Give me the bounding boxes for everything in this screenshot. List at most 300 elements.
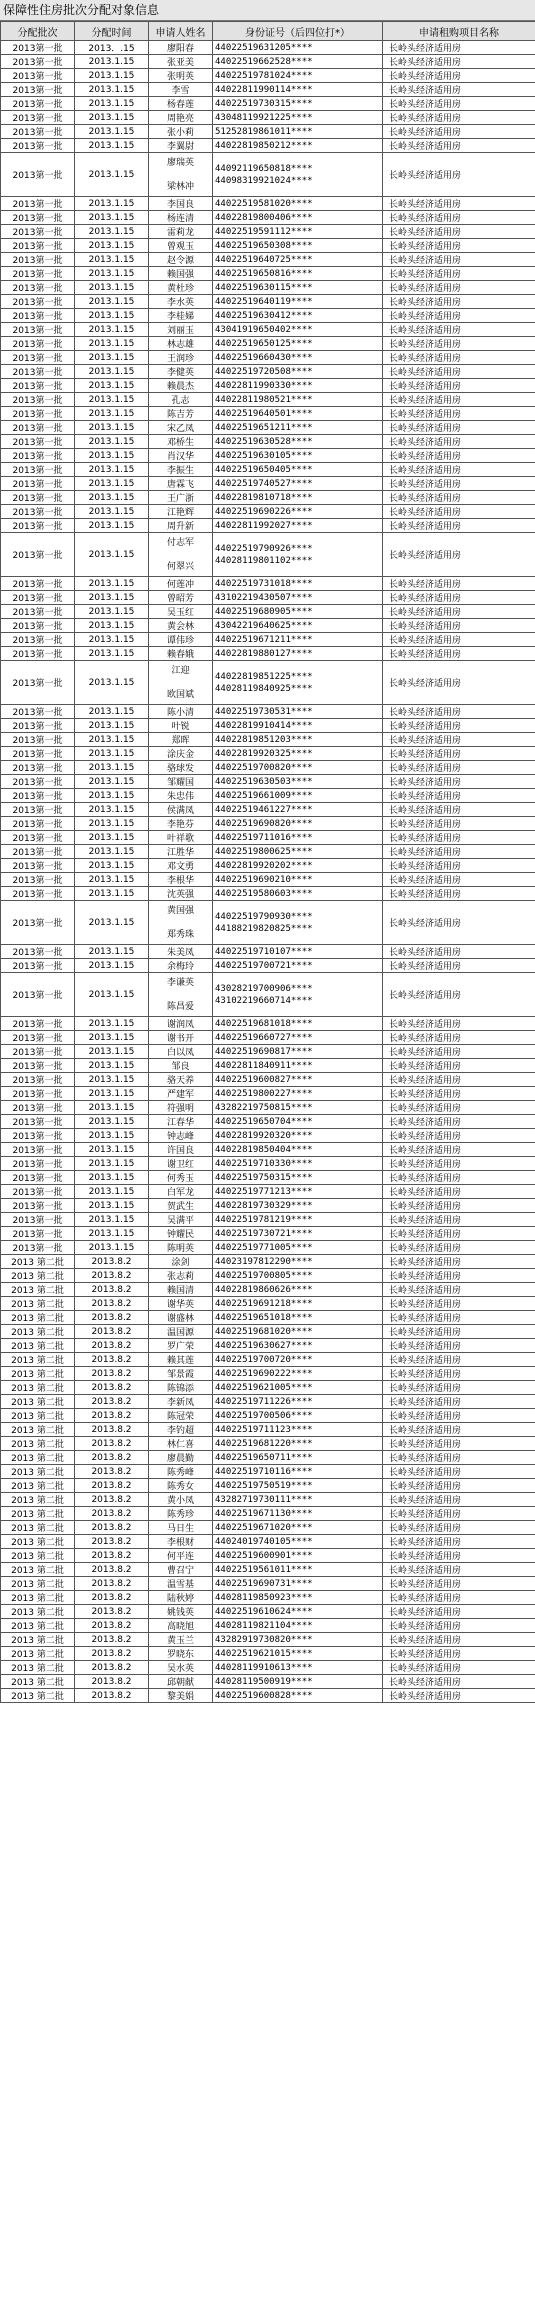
cell-id: [213, 661, 383, 705]
table-row: [1, 393, 535, 407]
cell-project: 长岭头经济适用房: [383, 449, 535, 463]
cell-project: 长岭头经济适用房: [383, 873, 535, 887]
cell-id-line: 44022519790930****: [215, 911, 313, 922]
cell-date: 2013.1.15: [75, 1157, 149, 1171]
cell-project: 长岭头经济适用房: [383, 831, 535, 845]
cell-project: 长岭头经济适用房: [383, 379, 535, 393]
table-row: [1, 1577, 535, 1591]
table-row: [1, 267, 535, 281]
cell-date: 2013.1.15: [75, 661, 149, 705]
cell-batch: 2013 第二批: [1, 1493, 75, 1507]
table-row: [1, 705, 535, 719]
table-row: [1, 605, 535, 619]
cell-batch: 2013第一批: [1, 435, 75, 449]
cell-name: 谢华英: [149, 1297, 213, 1311]
cell-batch: 2013 第二批: [1, 1521, 75, 1535]
cell-name: 邱朝献: [149, 1675, 213, 1689]
cell-name-line: 黄国强: [166, 905, 194, 916]
table-row: [1, 789, 535, 803]
cell-batch: 2013第一批: [1, 1101, 75, 1115]
cell-id: 44022519681018****: [213, 1017, 383, 1031]
cell-id: 43282919730820****: [213, 1633, 383, 1647]
cell-batch: 2013第一批: [1, 1143, 75, 1157]
cell-name: 谭伟珍: [149, 633, 213, 647]
cell-batch: 2013第一批: [1, 747, 75, 761]
cell-project: 长岭头经济适用房: [383, 1549, 535, 1563]
cell-batch: 2013第一批: [1, 337, 75, 351]
cell-name: 陈秀女: [149, 1479, 213, 1493]
table-row: [1, 435, 535, 449]
table-row: [1, 1619, 535, 1633]
cell-name: 罗广荣: [149, 1339, 213, 1353]
cell-id: 44022519600828****: [213, 1689, 383, 1703]
cell-project: 长岭头经济适用房: [383, 1017, 535, 1031]
cell-project: 长岭头经济适用房: [383, 1591, 535, 1605]
table-row: [1, 253, 535, 267]
cell-project: 长岭头经济适用房: [383, 1367, 535, 1381]
table-row: [1, 591, 535, 605]
table-row: [1, 633, 535, 647]
cell-id: 44022519700506****: [213, 1409, 383, 1423]
cell-id: 44022519671130****: [213, 1507, 383, 1521]
cell-project: 长岭头经济适用房: [383, 859, 535, 873]
cell-id: 44022519631205****: [213, 41, 383, 55]
table-row: [1, 1227, 535, 1241]
cell-batch: 2013第一批: [1, 1045, 75, 1059]
table-row: [1, 407, 535, 421]
cell-name: 叶锐: [149, 719, 213, 733]
table-row: [1, 1661, 535, 1675]
cell-id: 44022519711123****: [213, 1423, 383, 1437]
cell-batch: 2013 第二批: [1, 1311, 75, 1325]
table-row: [1, 1213, 535, 1227]
cell-batch: 2013第一批: [1, 393, 75, 407]
cell-date: 2013.1.15: [75, 239, 149, 253]
cell-batch: 2013第一批: [1, 619, 75, 633]
cell-batch: 2013 第二批: [1, 1535, 75, 1549]
cell-id: 44028119500919****: [213, 1675, 383, 1689]
cell-name: 刘丽玉: [149, 323, 213, 337]
cell-date: 2013.8.2: [75, 1633, 149, 1647]
cell-project: 长岭头经济适用房: [383, 281, 535, 295]
cell-name: 陆秋婷: [149, 1591, 213, 1605]
cell-id: 44022519720508****: [213, 365, 383, 379]
cell-project: 长岭头经济适用房: [383, 1605, 535, 1619]
table-row: [1, 491, 535, 505]
cell-project: 长岭头经济适用房: [383, 1185, 535, 1199]
table-row: [1, 959, 535, 973]
cell-batch: 2013第一批: [1, 1059, 75, 1073]
cell-batch: 2013第一批: [1, 1017, 75, 1031]
cell-project: 长岭头经济适用房: [383, 1493, 535, 1507]
cell-project: 长岭头经济适用房: [383, 959, 535, 973]
cell-id-line: 44098319921024****: [215, 175, 313, 186]
cell-batch: 2013第一批: [1, 407, 75, 421]
cell-name: 吴玉红: [149, 605, 213, 619]
cell-id: 44022519781024****: [213, 69, 383, 83]
cell-batch: 2013第一批: [1, 83, 75, 97]
table-row: [1, 1045, 535, 1059]
cell-id: 44022519630528****: [213, 435, 383, 449]
table-row: [1, 1409, 535, 1423]
cell-date: 2013.8.2: [75, 1437, 149, 1451]
table-row: [1, 111, 535, 125]
cell-id: 44022519700721****: [213, 959, 383, 973]
cell-id: 44022519710116****: [213, 1465, 383, 1479]
cell-batch: 2013第一批: [1, 1157, 75, 1171]
cell-date: 2013.8.2: [75, 1423, 149, 1437]
cell-date: 2013.1.15: [75, 211, 149, 225]
table-row: [1, 1255, 535, 1269]
cell-batch: 2013 第二批: [1, 1423, 75, 1437]
cell-batch: 2013 第二批: [1, 1283, 75, 1297]
cell-batch: 2013第一批: [1, 1073, 75, 1087]
cell-id: 44022519800625****: [213, 845, 383, 859]
cell-name: 温雪基: [149, 1577, 213, 1591]
cell-date: 2013.8.2: [75, 1675, 149, 1689]
cell-date: 2013.1.15: [75, 97, 149, 111]
cell-project: 长岭头经济适用房: [383, 1297, 535, 1311]
cell-batch: 2013第一批: [1, 421, 75, 435]
cell-id: 44022519691218****: [213, 1297, 383, 1311]
cell-date: 2013.1.15: [75, 1213, 149, 1227]
cell-name: 王广浙: [149, 491, 213, 505]
cell-id: 44022519771213****: [213, 1185, 383, 1199]
cell-id: 44022819810718****: [213, 491, 383, 505]
table-row: [1, 1395, 535, 1409]
cell-date: 2013.1.15: [75, 295, 149, 309]
table-row: [1, 1269, 535, 1283]
cell-name: 赖晨杰: [149, 379, 213, 393]
table-row: [1, 887, 535, 901]
cell-id: 44022819920325****: [213, 747, 383, 761]
cell-date: 2013.1.15: [75, 197, 149, 211]
cell-name: [149, 661, 213, 705]
cell-batch: 2013第一批: [1, 901, 75, 945]
table-body: [1, 41, 535, 1703]
cell-project: 长岭头经济适用房: [383, 1087, 535, 1101]
cell-name: 陈秀珍: [149, 1507, 213, 1521]
cell-batch: 2013第一批: [1, 309, 75, 323]
cell-name: 雷莉龙: [149, 225, 213, 239]
cell-batch: 2013第一批: [1, 959, 75, 973]
cell-date: 2013.1.15: [75, 1171, 149, 1185]
cell-date: 2013.1.15: [75, 393, 149, 407]
cell-project: 长岭头经济适用房: [383, 1381, 535, 1395]
cell-date: 2013.8.2: [75, 1647, 149, 1661]
cell-id-line: 44022819851225****: [215, 671, 313, 682]
cell-name: 李雪: [149, 83, 213, 97]
table-row: [1, 1297, 535, 1311]
cell-name: 林志雄: [149, 337, 213, 351]
cell-date: 2013.1.15: [75, 1031, 149, 1045]
cell-project: 长岭头经济适用房: [383, 1465, 535, 1479]
cell-batch: 2013第一批: [1, 1213, 75, 1227]
table-row: [1, 1241, 535, 1255]
cell-date: 2013.8.2: [75, 1591, 149, 1605]
cell-name: 李振生: [149, 463, 213, 477]
table-row: [1, 337, 535, 351]
table-row: [1, 1535, 535, 1549]
cell-batch: 2013第一批: [1, 887, 75, 901]
cell-batch: 2013第一批: [1, 225, 75, 239]
cell-project: 长岭头经济适用房: [383, 41, 535, 55]
header-batch: 分配批次: [1, 22, 75, 41]
cell-batch: 2013第一批: [1, 197, 75, 211]
cell-batch: 2013第一批: [1, 41, 75, 55]
cell-name: 陈锦添: [149, 1381, 213, 1395]
table-row: [1, 69, 535, 83]
table-row: [1, 1171, 535, 1185]
cell-project: 长岭头经济适用房: [383, 1311, 535, 1325]
cell-batch: 2013第一批: [1, 55, 75, 69]
cell-name: 涂剑: [149, 1255, 213, 1269]
cell-batch: 2013 第二批: [1, 1297, 75, 1311]
cell-id: 44022519660430****: [213, 351, 383, 365]
cell-name: 张明英: [149, 69, 213, 83]
table-row: [1, 379, 535, 393]
cell-date: 2013.1.15: [75, 267, 149, 281]
cell-batch: 2013 第二批: [1, 1353, 75, 1367]
cell-batch: 2013第一批: [1, 533, 75, 577]
cell-batch: 2013第一批: [1, 647, 75, 661]
cell-project: 长岭头经济适用房: [383, 1269, 535, 1283]
cell-batch: 2013 第二批: [1, 1395, 75, 1409]
cell-name: 余梅玲: [149, 959, 213, 973]
cell-id: 44022819920202****: [213, 859, 383, 873]
table-row: [1, 1423, 535, 1437]
cell-project: 长岭头经济适用房: [383, 887, 535, 901]
cell-batch: 2013 第二批: [1, 1675, 75, 1689]
table-row: [1, 845, 535, 859]
table-header-row: [1, 22, 535, 41]
cell-project: 长岭头经济适用房: [383, 393, 535, 407]
cell-project: 长岭头经济适用房: [383, 211, 535, 225]
cell-project: 长岭头经济适用房: [383, 817, 535, 831]
cell-id: 44022519680905****: [213, 605, 383, 619]
cell-date: 2013.1.15: [75, 477, 149, 491]
cell-project: 长岭头经济适用房: [383, 97, 535, 111]
cell-project: 长岭头经济适用房: [383, 1199, 535, 1213]
cell-id: 44022519711226****: [213, 1395, 383, 1409]
cell-name: 温国源: [149, 1325, 213, 1339]
cell-batch: 2013第一批: [1, 873, 75, 887]
cell-project: 长岭头经济适用房: [383, 323, 535, 337]
cell-project: 长岭头经济适用房: [383, 1045, 535, 1059]
cell-date: 2013.8.2: [75, 1465, 149, 1479]
cell-name: [149, 153, 213, 197]
cell-project: 长岭头经济适用房: [383, 1031, 535, 1045]
cell-name: 肖汉华: [149, 449, 213, 463]
cell-name: 江春华: [149, 1115, 213, 1129]
cell-id: 44022819920320****: [213, 1129, 383, 1143]
cell-name: 许国良: [149, 1143, 213, 1157]
table-row: [1, 733, 535, 747]
cell-name: 孔志: [149, 393, 213, 407]
cell-id: 44022519671020****: [213, 1521, 383, 1535]
cell-id: 44022519640725****: [213, 253, 383, 267]
cell-name: 朱美凤: [149, 945, 213, 959]
cell-batch: 2013 第二批: [1, 1465, 75, 1479]
table-row: [1, 761, 535, 775]
cell-id: 44022519800227****: [213, 1087, 383, 1101]
table-row: [1, 1465, 535, 1479]
cell-project: 长岭头经济适用房: [383, 477, 535, 491]
table-row: [1, 577, 535, 591]
cell-date: 2013.1.15: [75, 309, 149, 323]
cell-project: 长岭头经济适用房: [383, 761, 535, 775]
cell-project: 长岭头经济适用房: [383, 1129, 535, 1143]
cell-name: 白以凤: [149, 1045, 213, 1059]
table-row: [1, 1353, 535, 1367]
cell-batch: 2013第一批: [1, 705, 75, 719]
cell-batch: 2013第一批: [1, 1241, 75, 1255]
cell-name: 骆球发: [149, 761, 213, 775]
cell-date: 2013.1.15: [75, 761, 149, 775]
table-row: [1, 197, 535, 211]
table-row: [1, 1675, 535, 1689]
cell-project: 长岭头经济适用房: [383, 351, 535, 365]
table-row: [1, 1031, 535, 1045]
cell-id: 44022519651018****: [213, 1311, 383, 1325]
cell-batch: 2013第一批: [1, 295, 75, 309]
cell-project: 长岭头经济适用房: [383, 1241, 535, 1255]
cell-name: 谢盛林: [149, 1311, 213, 1325]
cell-id: 44022519640501****: [213, 407, 383, 421]
table-row: [1, 803, 535, 817]
cell-date: 2013.8.2: [75, 1689, 149, 1703]
cell-batch: 2013 第二批: [1, 1689, 75, 1703]
cell-name-line: 欧国斌: [166, 689, 194, 700]
cell-name: 钟耀民: [149, 1227, 213, 1241]
cell-date: 2013.1.15: [75, 491, 149, 505]
cell-id: 44022819860626****: [213, 1283, 383, 1297]
cell-id: 44022819850212****: [213, 139, 383, 153]
cell-name-line: 陈昌爱: [166, 1001, 194, 1012]
cell-date: 2013.1.15: [75, 831, 149, 845]
cell-id: 44022811992027****: [213, 519, 383, 533]
cell-id: 44022519690820****: [213, 817, 383, 831]
cell-batch: 2013第一批: [1, 267, 75, 281]
cell-date: 2013.1.15: [75, 365, 149, 379]
cell-name: 赖春娥: [149, 647, 213, 661]
cell-batch: 2013第一批: [1, 761, 75, 775]
table-row: [1, 1633, 535, 1647]
table-row: [1, 449, 535, 463]
cell-date: 2013.8.2: [75, 1479, 149, 1493]
cell-project: 长岭头经济适用房: [383, 365, 535, 379]
cell-name: 贺武生: [149, 1199, 213, 1213]
cell-date: 2013.1.15: [75, 1115, 149, 1129]
cell-project: 长岭头经济适用房: [383, 1619, 535, 1633]
cell-date: 2013.1.15: [75, 421, 149, 435]
table-row: [1, 323, 535, 337]
cell-name: 陈冠荣: [149, 1409, 213, 1423]
cell-id: 44022819910414****: [213, 719, 383, 733]
cell-batch: 2013 第二批: [1, 1437, 75, 1451]
cell-date: 2013.1.15: [75, 1017, 149, 1031]
cell-project: 长岭头经济适用房: [383, 197, 535, 211]
cell-id: 44022819851203****: [213, 733, 383, 747]
cell-name: 姚钱英: [149, 1605, 213, 1619]
cell-date: 2013.1.15: [75, 633, 149, 647]
cell-date: 2013.1.15: [75, 463, 149, 477]
cell-id: 43282219750815****: [213, 1101, 383, 1115]
cell-project: 长岭头经济适用房: [383, 619, 535, 633]
cell-id: 44022519730531****: [213, 705, 383, 719]
table-row: [1, 1129, 535, 1143]
cell-date: 2013.1.15: [75, 1241, 149, 1255]
cell-project: 长岭头经济适用房: [383, 253, 535, 267]
cell-id-line: 44028119801102****: [215, 555, 313, 566]
table-row: [1, 1339, 535, 1353]
cell-project: 长岭头经济适用房: [383, 1675, 535, 1689]
cell-id: 44022519630627****: [213, 1339, 383, 1353]
cell-id-line: 44022519790926****: [215, 543, 313, 554]
table-row: [1, 463, 535, 477]
cell-batch: 2013第一批: [1, 519, 75, 533]
cell-name: 曾观玉: [149, 239, 213, 253]
cell-id: 44022519660727****: [213, 1031, 383, 1045]
cell-batch: 2013第一批: [1, 1199, 75, 1213]
cell-name: 侯满凤: [149, 803, 213, 817]
table-row: [1, 1563, 535, 1577]
cell-batch: 2013第一批: [1, 719, 75, 733]
table-row: [1, 1157, 535, 1171]
cell-date: 2013.1.15: [75, 1143, 149, 1157]
cell-id: [213, 973, 383, 1017]
cell-project: 长岭头经济适用房: [383, 705, 535, 719]
cell-batch: 2013第一批: [1, 831, 75, 845]
cell-date: 2013.1.15: [75, 945, 149, 959]
cell-name: 李国良: [149, 197, 213, 211]
cell-project: 长岭头经济适用房: [383, 1283, 535, 1297]
table-row: [1, 1507, 535, 1521]
cell-batch: 2013第一批: [1, 491, 75, 505]
allocation-table: [0, 21, 535, 1703]
cell-project: 长岭头经济适用房: [383, 1115, 535, 1129]
cell-name: [149, 533, 213, 577]
cell-project: 长岭头经济适用房: [383, 973, 535, 1017]
cell-date: 2013.1.15: [75, 859, 149, 873]
cell-name: 符强明: [149, 1101, 213, 1115]
cell-name-line: 李谦英: [166, 977, 194, 988]
cell-date: 2013.1.15: [75, 505, 149, 519]
cell-date: 2013.1.15: [75, 323, 149, 337]
cell-name: 朱忠伟: [149, 789, 213, 803]
table-row: [1, 519, 535, 533]
cell-date: 2013.1.15: [75, 153, 149, 197]
cell-name: 江胜华: [149, 845, 213, 859]
cell-name: 曾昭芳: [149, 591, 213, 605]
cell-project: 长岭头经济适用房: [383, 1101, 535, 1115]
table-row: [1, 281, 535, 295]
cell-id: 43041919650402****: [213, 323, 383, 337]
table-row: [1, 1115, 535, 1129]
cell-project: 长岭头经济适用房: [383, 1395, 535, 1409]
table-row: [1, 647, 535, 661]
cell-date: 2013.1.15: [75, 139, 149, 153]
cell-date: 2013.1.15: [75, 775, 149, 789]
cell-id: 44022519700820****: [213, 761, 383, 775]
cell-project: 长岭头经济适用房: [383, 1353, 535, 1367]
cell-date: 2013.8.2: [75, 1549, 149, 1563]
cell-name: 高晓旭: [149, 1619, 213, 1633]
cell-project: 长岭头经济适用房: [383, 295, 535, 309]
cell-batch: 2013第一批: [1, 139, 75, 153]
table-row: [1, 1451, 535, 1465]
cell-project: 长岭头经济适用房: [383, 463, 535, 477]
